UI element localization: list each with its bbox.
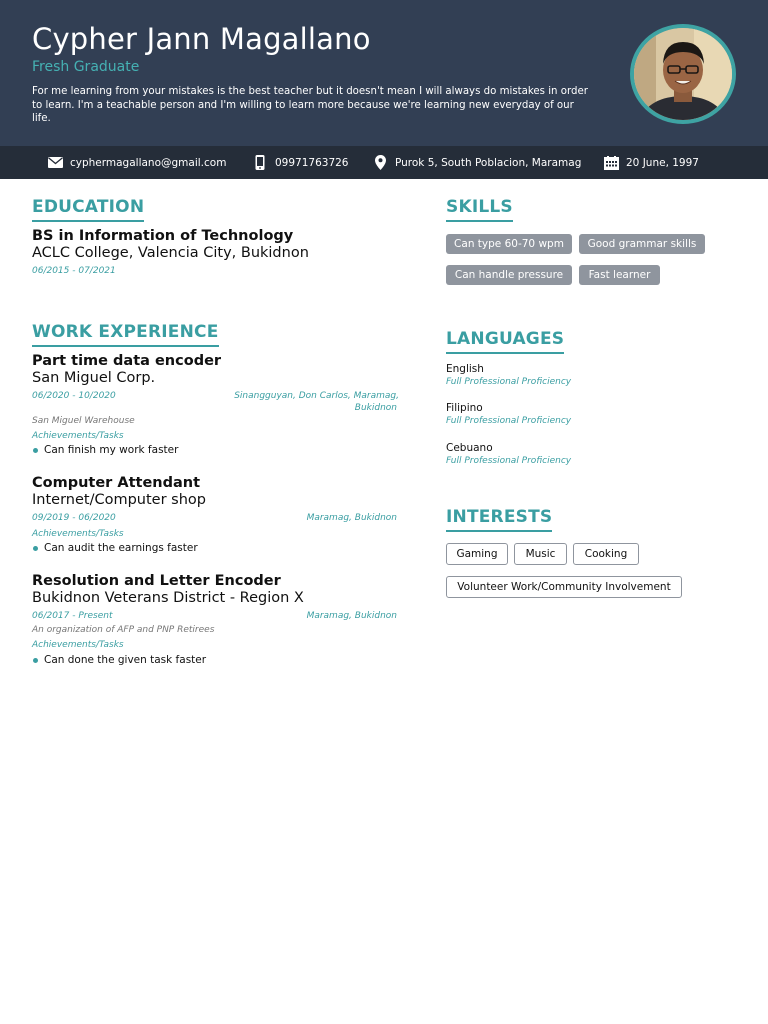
avatar <box>630 24 736 124</box>
phone-icon <box>252 156 268 170</box>
education-heading: EDUCATION <box>32 197 144 222</box>
job-1-location-line2: Bukidnon <box>354 403 397 413</box>
job-1-achievements-label: Achievements/Tasks <box>32 431 124 441</box>
job-2-task-text: Can audit the earnings faster <box>44 542 198 554</box>
full-name: Cypher Jann Magallano <box>32 22 371 56</box>
job-3-task-text: Can done the given task faster <box>44 654 207 666</box>
language-name: English <box>446 363 484 375</box>
job-3-dates: 06/2017 - Present <box>32 611 113 621</box>
skills-heading: SKILLS <box>446 197 513 222</box>
job-3-role: Resolution and Letter Encoder <box>32 573 281 589</box>
address-text: Purok 5, South Poblacion, Maramag <box>395 156 582 169</box>
education-degree: BS in Information of Technology <box>32 228 294 244</box>
job-title: Fresh Graduate <box>32 59 140 75</box>
envelope-icon <box>47 156 63 170</box>
education-school: ACLC College, Valencia City, Bukidnon <box>32 245 309 261</box>
job-2-task <box>32 542 198 554</box>
skill-tag: Can type 60-70 wpm <box>446 234 572 254</box>
email-text: cyphermagallano@gmail.com <box>70 156 227 169</box>
interest-tag: Cooking <box>573 543 639 565</box>
contact-bar <box>0 146 768 179</box>
location-pin-icon <box>372 156 388 170</box>
job-3-location: Maramag, Bukidnon <box>306 611 397 621</box>
language-level: Full Professional Proficiency <box>446 416 572 426</box>
skill-tag: Good grammar skills <box>579 234 705 254</box>
skill-tag: Fast learner <box>579 265 660 285</box>
language-level: Full Professional Proficiency <box>446 377 572 387</box>
interest-tag: Volunteer Work/Community Involvement <box>446 576 682 598</box>
work-experience-heading: WORK EXPERIENCE <box>32 322 219 347</box>
summary: For me learning from your mistakes is the best teacher but it doesn't mean I will always do mistakes in order to learn. I'm a teachable person and I'm willing to learn more because we're learning new everyday of our life. <box>32 86 588 124</box>
job-3-description: An organization of AFP and PNP Retirees <box>32 625 215 635</box>
interest-tag: Music <box>514 543 567 565</box>
bullet-dot <box>33 448 38 453</box>
job-2-achievements-label: Achievements/Tasks <box>32 529 124 539</box>
job-2-dates: 09/2019 - 06/2020 <box>32 513 116 523</box>
job-1-description: San Miguel Warehouse <box>32 416 135 426</box>
job-2-company: Internet/Computer shop <box>32 492 206 508</box>
birthday-text: 20 June, 1997 <box>626 156 699 169</box>
language-name: Filipino <box>446 402 483 414</box>
language-name: Cebuano <box>446 442 493 454</box>
contact-birthday <box>603 146 699 179</box>
contact-email[interactable] <box>47 146 226 179</box>
contact-address <box>372 146 581 179</box>
skill-tag: Can handle pressure <box>446 265 572 285</box>
job-2-role: Computer Attendant <box>32 475 201 491</box>
job-1-task-text: Can finish my work faster <box>44 444 179 456</box>
education-dates: 06/2015 - 07/2021 <box>32 266 116 276</box>
bullet-dot <box>33 546 38 551</box>
languages-heading: LANGUAGES <box>446 329 564 354</box>
job-1-task <box>32 444 178 456</box>
interest-tag: Gaming <box>446 543 508 565</box>
job-3-task <box>32 654 206 666</box>
resume-header <box>0 0 768 146</box>
contact-phone[interactable] <box>252 146 349 179</box>
job-1-location-line1: Sinangguyan, Don Carlos, Maramag, <box>234 391 399 401</box>
job-1-role: Part time data encoder <box>32 353 222 369</box>
job-1-company: San Miguel Corp. <box>32 370 156 386</box>
job-3-company: Bukidnon Veterans District - Region X <box>32 590 304 606</box>
job-1-dates: 06/2020 - 10/2020 <box>32 391 116 401</box>
bullet-dot <box>33 658 38 663</box>
phone-text: 09971763726 <box>275 156 349 169</box>
job-3-achievements-label: Achievements/Tasks <box>32 640 124 650</box>
interests-heading: INTERESTS <box>446 507 552 532</box>
calendar-icon <box>603 156 619 170</box>
language-level: Full Professional Proficiency <box>446 456 572 466</box>
job-2-location: Maramag, Bukidnon <box>306 513 397 523</box>
